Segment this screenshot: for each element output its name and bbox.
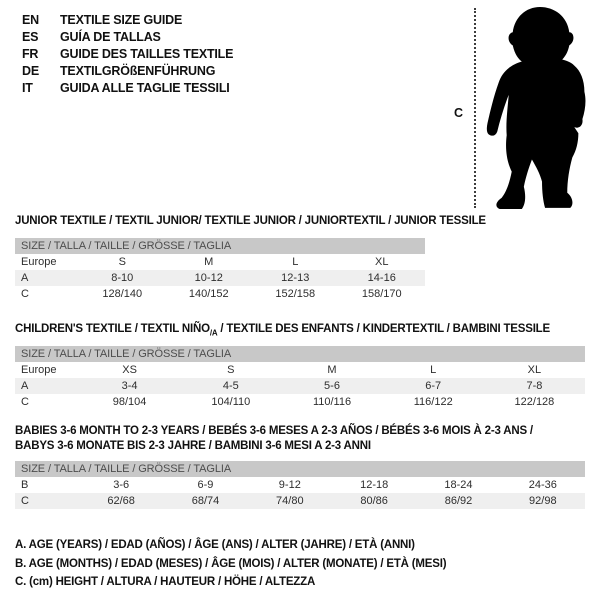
children-title-suffix: / TEXTILE DES ENFANTS / KINDERTEXTIL / BAMBINI TESSILE xyxy=(217,323,550,335)
age-cell: 24-36 xyxy=(528,479,557,491)
height-cell: 152/158 xyxy=(275,288,316,300)
language-title: TEXTILE SIZE GUIDE xyxy=(60,13,183,27)
children-title-subscript: /A xyxy=(209,328,218,338)
height-measure-line xyxy=(474,8,476,208)
language-code: IT xyxy=(22,81,33,95)
age-cell: 4-5 xyxy=(222,380,239,392)
age-cell: 6-9 xyxy=(197,479,214,491)
height-cell: 86/92 xyxy=(444,495,473,507)
row-label: A xyxy=(21,272,29,284)
age-cell: 3-6 xyxy=(113,479,130,491)
row-label: C xyxy=(21,396,29,408)
table-row-europe xyxy=(15,362,585,378)
age-cell: 12-18 xyxy=(360,479,389,491)
row-label: Europe xyxy=(21,364,57,376)
children-title-prefix: CHILDREN'S TEXTILE / TEXTIL NIÑO xyxy=(15,323,210,335)
height-cell: 140/152 xyxy=(188,288,229,300)
size-cell: L xyxy=(292,256,299,268)
table-row-age-months xyxy=(15,477,585,493)
height-cell: 74/80 xyxy=(276,495,304,507)
size-cell: XL xyxy=(375,256,389,268)
row-label: C xyxy=(21,288,29,300)
height-cell: 80/86 xyxy=(360,495,388,507)
babies-title-line2: BABYS 3-6 MONATE BIS 2-3 JAHRE / BAMBINI 3-6 MESI A 2-3 ANNI xyxy=(15,440,371,452)
height-cell: 116/122 xyxy=(413,396,453,408)
height-cell: 122/128 xyxy=(514,396,555,408)
size-cell: M xyxy=(204,256,214,268)
language-row-it xyxy=(22,80,233,97)
babies-table-title xyxy=(15,424,585,454)
height-figure xyxy=(440,0,600,220)
size-cell: S xyxy=(118,256,126,268)
table-row-height xyxy=(15,286,425,302)
size-header-bar: SIZE / TALLA / TAILLE / GRÖSSE / TAGLIA xyxy=(15,238,425,254)
age-cell: 10-12 xyxy=(194,272,223,284)
age-cell: 3-4 xyxy=(121,380,138,392)
height-cell: 128/140 xyxy=(102,288,143,300)
junior-table-title: JUNIOR TEXTILE / TEXTIL JUNIOR/ TEXTILE JUNIOR / JUNIORTEXTIL / JUNIOR TESSILE xyxy=(15,215,486,227)
baby-silhouette-icon xyxy=(484,3,596,215)
row-label: Europe xyxy=(21,256,57,268)
legend-note-b: B. AGE (MONTHS) / EDAD (MESES) / ÂGE (MOIS) / ALTER (MONATE) / ETÀ (MESI) xyxy=(15,557,447,570)
children-table xyxy=(15,346,585,410)
legend-note-a: A. AGE (YEARS) / EDAD (AÑOS) / ÂGE (ANS) / ALTER (JAHRE) / ETÀ (ANNI) xyxy=(15,539,415,551)
language-row-fr xyxy=(22,46,233,63)
legend-notes xyxy=(15,536,446,592)
height-cell: 110/116 xyxy=(312,396,352,408)
height-measure-label: C xyxy=(454,106,464,120)
size-cell: L xyxy=(430,364,437,376)
age-cell: 8-10 xyxy=(111,272,134,284)
row-label: A xyxy=(21,380,29,392)
language-row-en xyxy=(22,12,233,29)
size-cell: S xyxy=(227,364,235,376)
age-cell: 18-24 xyxy=(444,479,473,491)
height-cell: 98/104 xyxy=(112,396,147,408)
table-row-europe xyxy=(15,254,425,270)
language-title-list xyxy=(22,12,233,97)
height-cell: 104/110 xyxy=(211,396,251,408)
language-code: ES xyxy=(22,30,39,44)
language-code: EN xyxy=(22,13,39,27)
children-table-title xyxy=(15,323,550,337)
height-cell: 92/98 xyxy=(529,495,557,507)
babies-title-line1: BABIES 3-6 MONTH TO 2-3 YEARS / BEBÉS 3-6 MESES A 2-3 AÑOS / BÉBÉS 3-6 MOIS À 2-3 ANS / xyxy=(15,425,533,437)
language-title: GUIDE DES TAILLES TEXTILE xyxy=(60,47,234,61)
language-title: GUIDA ALLE TAGLIE TESSILI xyxy=(60,81,230,95)
table-row-height xyxy=(15,394,585,410)
table-row-age xyxy=(15,270,425,286)
height-cell: 158/170 xyxy=(361,288,402,300)
language-code: DE xyxy=(22,64,39,78)
size-header-bar: SIZE / TALLA / TAILLE / GRÖSSE / TAGLIA xyxy=(15,346,585,362)
age-cell: 5-6 xyxy=(324,380,340,392)
legend-note-c: C. (cm) HEIGHT / ALTURA / HAUTEUR / HÖHE / ALTEZZA xyxy=(15,576,316,588)
size-cell: XL xyxy=(527,364,542,376)
height-cell: 62/68 xyxy=(107,495,135,507)
babies-table xyxy=(15,461,585,509)
language-title: TEXTILGRÖßENFÜHRUNG xyxy=(60,64,216,78)
age-cell: 6-7 xyxy=(425,380,442,392)
table-row-height xyxy=(15,493,585,509)
language-title: GUÍA DE TALLAS xyxy=(60,30,161,44)
age-cell: 12-13 xyxy=(281,272,310,284)
age-cell: 9-12 xyxy=(278,479,301,491)
row-label: C xyxy=(21,495,29,507)
age-cell: 14-16 xyxy=(367,272,396,284)
language-code: FR xyxy=(22,47,39,61)
junior-table xyxy=(15,238,425,302)
row-label: B xyxy=(21,479,29,491)
language-row-es xyxy=(22,29,233,46)
age-cell: 7-8 xyxy=(526,380,543,392)
language-row-de xyxy=(22,63,233,80)
size-header-bar: SIZE / TALLA / TAILLE / GRÖSSE / TAGLIA xyxy=(15,461,585,477)
size-cell: M xyxy=(327,364,337,376)
height-cell: 68/74 xyxy=(191,495,220,507)
size-cell: XS xyxy=(122,364,137,376)
table-row-age xyxy=(15,378,585,394)
